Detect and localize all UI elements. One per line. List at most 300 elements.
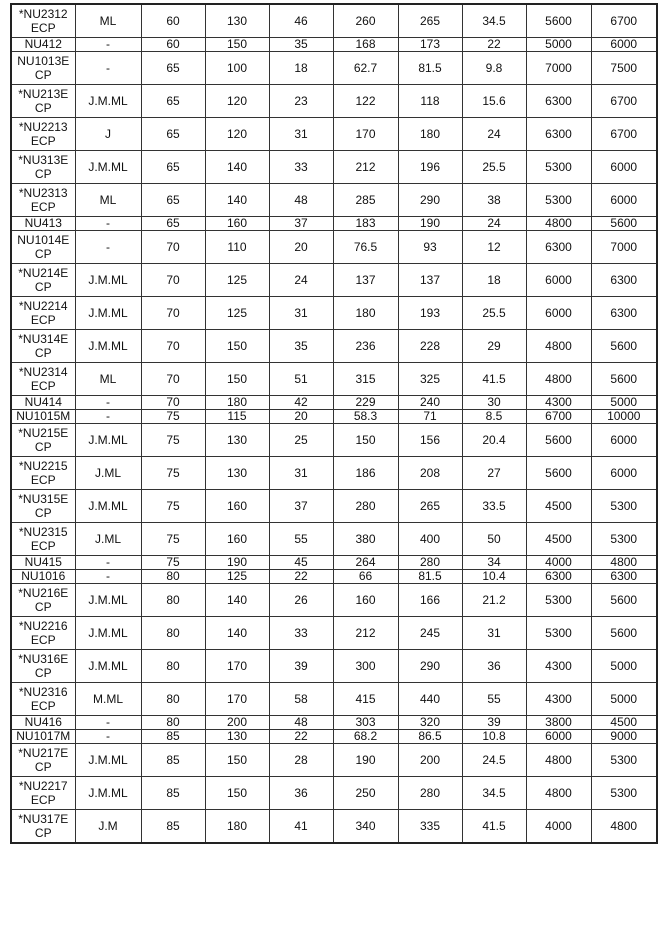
outer-diameter-cell: 140 xyxy=(205,617,269,650)
table-row xyxy=(11,264,657,297)
grease-speed-cell: 6300 xyxy=(526,118,591,151)
fatigue-load-cell: 39 xyxy=(462,716,526,730)
outer-diameter-cell: 150 xyxy=(205,363,269,396)
model-label: *NU2316 ECP xyxy=(18,685,68,713)
bore-diameter-cell: 60 xyxy=(141,4,205,38)
oil-speed-cell: 6300 xyxy=(591,570,657,584)
model-cell xyxy=(11,650,75,683)
model-cell xyxy=(11,617,75,650)
bore-diameter-cell: 65 xyxy=(141,52,205,85)
model-cell xyxy=(11,584,75,617)
dynamic-load-cell: 58.3 xyxy=(333,410,398,424)
oil-speed-cell: 6700 xyxy=(591,118,657,151)
static-load-cell: 173 xyxy=(398,38,462,52)
outer-diameter-cell: 170 xyxy=(205,683,269,716)
table-row xyxy=(11,716,657,730)
model-label: *NU215E CP xyxy=(18,426,69,454)
model-cell xyxy=(11,424,75,457)
fatigue-load-cell: 9.8 xyxy=(462,52,526,85)
static-load-cell: 81.5 xyxy=(398,570,462,584)
grease-speed-cell: 4300 xyxy=(526,650,591,683)
cage-type-cell: J.M.ML xyxy=(75,617,141,650)
model-cell xyxy=(11,777,75,810)
model-label: *NU315E CP xyxy=(18,492,69,520)
dynamic-load-cell: 285 xyxy=(333,184,398,217)
grease-speed-cell: 5000 xyxy=(526,38,591,52)
width-cell: 55 xyxy=(269,523,333,556)
dynamic-load-cell: 190 xyxy=(333,744,398,777)
table-row xyxy=(11,490,657,523)
static-load-cell: 93 xyxy=(398,231,462,264)
cage-type-cell: M.ML xyxy=(75,683,141,716)
outer-diameter-cell: 170 xyxy=(205,650,269,683)
bearing-spec-sheet xyxy=(10,3,656,844)
width-cell: 22 xyxy=(269,570,333,584)
fatigue-load-cell: 34.5 xyxy=(462,4,526,38)
dynamic-load-cell: 229 xyxy=(333,396,398,410)
grease-speed-cell: 4300 xyxy=(526,396,591,410)
outer-diameter-cell: 150 xyxy=(205,777,269,810)
outer-diameter-cell: 125 xyxy=(205,570,269,584)
model-cell xyxy=(11,744,75,777)
static-load-cell: 166 xyxy=(398,584,462,617)
dynamic-load-cell: 260 xyxy=(333,4,398,38)
fatigue-load-cell: 30 xyxy=(462,396,526,410)
bore-diameter-cell: 70 xyxy=(141,264,205,297)
dynamic-load-cell: 250 xyxy=(333,777,398,810)
cage-type-cell: - xyxy=(75,52,141,85)
fatigue-load-cell: 41.5 xyxy=(462,363,526,396)
outer-diameter-cell: 160 xyxy=(205,523,269,556)
oil-speed-cell: 4800 xyxy=(591,810,657,844)
table-row xyxy=(11,556,657,570)
outer-diameter-cell: 130 xyxy=(205,424,269,457)
width-cell: 20 xyxy=(269,231,333,264)
bore-diameter-cell: 80 xyxy=(141,584,205,617)
dynamic-load-cell: 180 xyxy=(333,297,398,330)
oil-speed-cell: 6000 xyxy=(591,457,657,490)
model-cell xyxy=(11,184,75,217)
model-label: *NU2215 ECP xyxy=(18,459,68,487)
grease-speed-cell: 5300 xyxy=(526,617,591,650)
fatigue-load-cell: 10.8 xyxy=(462,730,526,744)
bore-diameter-cell: 65 xyxy=(141,217,205,231)
static-load-cell: 265 xyxy=(398,490,462,523)
width-cell: 37 xyxy=(269,217,333,231)
static-load-cell: 208 xyxy=(398,457,462,490)
model-cell xyxy=(11,38,75,52)
fatigue-load-cell: 12 xyxy=(462,231,526,264)
fatigue-load-cell: 10.4 xyxy=(462,570,526,584)
static-load-cell: 240 xyxy=(398,396,462,410)
model-label: *NU316E CP xyxy=(18,652,69,680)
width-cell: 33 xyxy=(269,617,333,650)
dynamic-load-cell: 68.2 xyxy=(333,730,398,744)
model-cell xyxy=(11,297,75,330)
table-row xyxy=(11,231,657,264)
model-cell xyxy=(11,151,75,184)
model-cell xyxy=(11,4,75,38)
oil-speed-cell: 5000 xyxy=(591,396,657,410)
fatigue-load-cell: 29 xyxy=(462,330,526,363)
static-load-cell: 320 xyxy=(398,716,462,730)
bore-diameter-cell: 85 xyxy=(141,730,205,744)
static-load-cell: 196 xyxy=(398,151,462,184)
dynamic-load-cell: 236 xyxy=(333,330,398,363)
model-label: NU415 xyxy=(24,555,62,569)
dynamic-load-cell: 168 xyxy=(333,38,398,52)
bore-diameter-cell: 70 xyxy=(141,297,205,330)
fatigue-load-cell: 27 xyxy=(462,457,526,490)
table-row xyxy=(11,85,657,118)
outer-diameter-cell: 150 xyxy=(205,38,269,52)
oil-speed-cell: 10000 xyxy=(591,410,657,424)
model-cell xyxy=(11,570,75,584)
static-load-cell: 156 xyxy=(398,424,462,457)
dynamic-load-cell: 186 xyxy=(333,457,398,490)
dynamic-load-cell: 62.7 xyxy=(333,52,398,85)
static-load-cell: 228 xyxy=(398,330,462,363)
fatigue-load-cell: 55 xyxy=(462,683,526,716)
bore-diameter-cell: 80 xyxy=(141,716,205,730)
table-row xyxy=(11,744,657,777)
bore-diameter-cell: 75 xyxy=(141,424,205,457)
fatigue-load-cell: 18 xyxy=(462,264,526,297)
model-label: NU1014E CP xyxy=(17,233,70,261)
static-load-cell: 400 xyxy=(398,523,462,556)
dynamic-load-cell: 380 xyxy=(333,523,398,556)
oil-speed-cell: 6000 xyxy=(591,424,657,457)
grease-speed-cell: 5300 xyxy=(526,584,591,617)
width-cell: 26 xyxy=(269,584,333,617)
fatigue-load-cell: 33.5 xyxy=(462,490,526,523)
outer-diameter-cell: 180 xyxy=(205,396,269,410)
model-label: *NU2216 ECP xyxy=(18,619,68,647)
grease-speed-cell: 5600 xyxy=(526,4,591,38)
cage-type-cell: - xyxy=(75,716,141,730)
grease-speed-cell: 4800 xyxy=(526,330,591,363)
width-cell: 25 xyxy=(269,424,333,457)
dynamic-load-cell: 76.5 xyxy=(333,231,398,264)
model-cell xyxy=(11,716,75,730)
cage-type-cell: ML xyxy=(75,363,141,396)
table-row xyxy=(11,523,657,556)
bore-diameter-cell: 75 xyxy=(141,523,205,556)
static-load-cell: 325 xyxy=(398,363,462,396)
grease-speed-cell: 4000 xyxy=(526,810,591,844)
table-row xyxy=(11,363,657,396)
fatigue-load-cell: 20.4 xyxy=(462,424,526,457)
outer-diameter-cell: 150 xyxy=(205,744,269,777)
model-cell xyxy=(11,330,75,363)
model-cell xyxy=(11,217,75,231)
table-row xyxy=(11,118,657,151)
fatigue-load-cell: 21.2 xyxy=(462,584,526,617)
grease-speed-cell: 5600 xyxy=(526,424,591,457)
model-label: *NU2313 ECP xyxy=(18,186,68,214)
model-label: NU412 xyxy=(24,37,62,51)
model-label: *NU2213 ECP xyxy=(18,120,68,148)
static-load-cell: 290 xyxy=(398,184,462,217)
width-cell: 35 xyxy=(269,38,333,52)
static-load-cell: 118 xyxy=(398,85,462,118)
static-load-cell: 86.5 xyxy=(398,730,462,744)
table-row xyxy=(11,810,657,844)
bore-diameter-cell: 70 xyxy=(141,396,205,410)
static-load-cell: 335 xyxy=(398,810,462,844)
grease-speed-cell: 4300 xyxy=(526,683,591,716)
width-cell: 28 xyxy=(269,744,333,777)
model-label: *NU214E CP xyxy=(18,266,69,294)
oil-speed-cell: 5600 xyxy=(591,617,657,650)
static-load-cell: 200 xyxy=(398,744,462,777)
table-row xyxy=(11,777,657,810)
fatigue-load-cell: 50 xyxy=(462,523,526,556)
model-cell xyxy=(11,556,75,570)
table-row xyxy=(11,52,657,85)
oil-speed-cell: 7000 xyxy=(591,231,657,264)
table-row xyxy=(11,38,657,52)
fatigue-load-cell: 15.6 xyxy=(462,85,526,118)
cage-type-cell: J.M.ML xyxy=(75,297,141,330)
cage-type-cell: - xyxy=(75,38,141,52)
bore-diameter-cell: 65 xyxy=(141,118,205,151)
model-cell xyxy=(11,264,75,297)
cage-type-cell: - xyxy=(75,231,141,264)
grease-speed-cell: 5300 xyxy=(526,184,591,217)
cage-type-cell: ML xyxy=(75,4,141,38)
model-label: NU414 xyxy=(24,395,62,409)
grease-speed-cell: 5300 xyxy=(526,151,591,184)
oil-speed-cell: 5600 xyxy=(591,217,657,231)
width-cell: 31 xyxy=(269,297,333,330)
model-label: *NU2312 ECP xyxy=(18,7,68,35)
outer-diameter-cell: 160 xyxy=(205,217,269,231)
dynamic-load-cell: 315 xyxy=(333,363,398,396)
static-load-cell: 245 xyxy=(398,617,462,650)
static-load-cell: 81.5 xyxy=(398,52,462,85)
model-cell xyxy=(11,85,75,118)
width-cell: 18 xyxy=(269,52,333,85)
grease-speed-cell: 3800 xyxy=(526,716,591,730)
bore-diameter-cell: 80 xyxy=(141,650,205,683)
width-cell: 39 xyxy=(269,650,333,683)
width-cell: 24 xyxy=(269,264,333,297)
oil-speed-cell: 6700 xyxy=(591,4,657,38)
fatigue-load-cell: 22 xyxy=(462,38,526,52)
table-row xyxy=(11,730,657,744)
bore-diameter-cell: 75 xyxy=(141,490,205,523)
outer-diameter-cell: 130 xyxy=(205,730,269,744)
outer-diameter-cell: 190 xyxy=(205,556,269,570)
width-cell: 58 xyxy=(269,683,333,716)
fatigue-load-cell: 8.5 xyxy=(462,410,526,424)
cage-type-cell: J.M.ML xyxy=(75,85,141,118)
cage-type-cell: - xyxy=(75,730,141,744)
grease-speed-cell: 6000 xyxy=(526,730,591,744)
dynamic-load-cell: 280 xyxy=(333,490,398,523)
model-cell xyxy=(11,490,75,523)
model-label: NU1016 xyxy=(21,569,66,583)
model-cell xyxy=(11,730,75,744)
table-row xyxy=(11,650,657,683)
model-cell xyxy=(11,396,75,410)
model-label: *NU2315 ECP xyxy=(18,525,68,553)
model-cell xyxy=(11,457,75,490)
oil-speed-cell: 6000 xyxy=(591,184,657,217)
dynamic-load-cell: 170 xyxy=(333,118,398,151)
width-cell: 31 xyxy=(269,457,333,490)
width-cell: 35 xyxy=(269,330,333,363)
outer-diameter-cell: 110 xyxy=(205,231,269,264)
cage-type-cell: J.M.ML xyxy=(75,264,141,297)
model-cell xyxy=(11,52,75,85)
fatigue-load-cell: 34 xyxy=(462,556,526,570)
model-cell xyxy=(11,683,75,716)
width-cell: 22 xyxy=(269,730,333,744)
static-load-cell: 71 xyxy=(398,410,462,424)
oil-speed-cell: 5600 xyxy=(591,363,657,396)
dynamic-load-cell: 264 xyxy=(333,556,398,570)
table-row xyxy=(11,184,657,217)
outer-diameter-cell: 160 xyxy=(205,490,269,523)
outer-diameter-cell: 115 xyxy=(205,410,269,424)
model-cell xyxy=(11,410,75,424)
table-row xyxy=(11,217,657,231)
fatigue-load-cell: 31 xyxy=(462,617,526,650)
cage-type-cell: J.M xyxy=(75,810,141,844)
width-cell: 45 xyxy=(269,556,333,570)
static-load-cell: 265 xyxy=(398,4,462,38)
cage-type-cell: J.ML xyxy=(75,457,141,490)
dynamic-load-cell: 303 xyxy=(333,716,398,730)
bore-diameter-cell: 85 xyxy=(141,777,205,810)
static-load-cell: 190 xyxy=(398,217,462,231)
cage-type-cell: J.M.ML xyxy=(75,744,141,777)
grease-speed-cell: 6000 xyxy=(526,264,591,297)
oil-speed-cell: 6700 xyxy=(591,85,657,118)
outer-diameter-cell: 130 xyxy=(205,4,269,38)
dynamic-load-cell: 160 xyxy=(333,584,398,617)
static-load-cell: 440 xyxy=(398,683,462,716)
fatigue-load-cell: 24 xyxy=(462,118,526,151)
model-cell xyxy=(11,810,75,844)
model-label: *NU213E CP xyxy=(18,87,69,115)
static-load-cell: 280 xyxy=(398,777,462,810)
outer-diameter-cell: 125 xyxy=(205,264,269,297)
static-load-cell: 193 xyxy=(398,297,462,330)
model-label: NU1015M xyxy=(16,409,71,423)
cage-type-cell: J.M.ML xyxy=(75,424,141,457)
model-label: *NU217E CP xyxy=(18,746,69,774)
outer-diameter-cell: 130 xyxy=(205,457,269,490)
cage-type-cell: ML xyxy=(75,184,141,217)
bore-diameter-cell: 65 xyxy=(141,85,205,118)
model-label: *NU314E CP xyxy=(18,332,69,360)
bore-diameter-cell: 80 xyxy=(141,617,205,650)
width-cell: 51 xyxy=(269,363,333,396)
grease-speed-cell: 6300 xyxy=(526,231,591,264)
bore-diameter-cell: 75 xyxy=(141,556,205,570)
model-cell xyxy=(11,231,75,264)
static-load-cell: 290 xyxy=(398,650,462,683)
oil-speed-cell: 6300 xyxy=(591,297,657,330)
static-load-cell: 280 xyxy=(398,556,462,570)
oil-speed-cell: 6000 xyxy=(591,38,657,52)
outer-diameter-cell: 150 xyxy=(205,330,269,363)
width-cell: 36 xyxy=(269,777,333,810)
dynamic-load-cell: 137 xyxy=(333,264,398,297)
table-body xyxy=(11,4,657,843)
table-row xyxy=(11,4,657,38)
cage-type-cell: J.ML xyxy=(75,523,141,556)
bore-diameter-cell: 75 xyxy=(141,457,205,490)
cage-type-cell: J.M.ML xyxy=(75,330,141,363)
table-row xyxy=(11,424,657,457)
grease-speed-cell: 6300 xyxy=(526,570,591,584)
oil-speed-cell: 6000 xyxy=(591,151,657,184)
table-row xyxy=(11,396,657,410)
bearing-spec-table xyxy=(10,3,658,844)
width-cell: 42 xyxy=(269,396,333,410)
oil-speed-cell: 5600 xyxy=(591,330,657,363)
table-row xyxy=(11,584,657,617)
grease-speed-cell: 4800 xyxy=(526,363,591,396)
dynamic-load-cell: 300 xyxy=(333,650,398,683)
grease-speed-cell: 7000 xyxy=(526,52,591,85)
model-label: *NU2214 ECP xyxy=(18,299,68,327)
model-label: NU416 xyxy=(24,715,62,729)
fatigue-load-cell: 25.5 xyxy=(462,297,526,330)
outer-diameter-cell: 200 xyxy=(205,716,269,730)
fatigue-load-cell: 25.5 xyxy=(462,151,526,184)
model-label: NU1013E CP xyxy=(17,54,70,82)
cage-type-cell: - xyxy=(75,570,141,584)
model-label: NU413 xyxy=(24,216,62,230)
table-row xyxy=(11,570,657,584)
cage-type-cell: - xyxy=(75,556,141,570)
fatigue-load-cell: 38 xyxy=(462,184,526,217)
fatigue-load-cell: 34.5 xyxy=(462,777,526,810)
width-cell: 23 xyxy=(269,85,333,118)
cage-type-cell: J xyxy=(75,118,141,151)
oil-speed-cell: 5600 xyxy=(591,584,657,617)
dynamic-load-cell: 415 xyxy=(333,683,398,716)
bore-diameter-cell: 70 xyxy=(141,330,205,363)
model-label: NU1017M xyxy=(16,729,71,743)
width-cell: 37 xyxy=(269,490,333,523)
bore-diameter-cell: 80 xyxy=(141,570,205,584)
oil-speed-cell: 6300 xyxy=(591,264,657,297)
fatigue-load-cell: 36 xyxy=(462,650,526,683)
oil-speed-cell: 5000 xyxy=(591,650,657,683)
oil-speed-cell: 4800 xyxy=(591,556,657,570)
cage-type-cell: J.M.ML xyxy=(75,490,141,523)
model-cell xyxy=(11,363,75,396)
outer-diameter-cell: 100 xyxy=(205,52,269,85)
cage-type-cell: - xyxy=(75,217,141,231)
bore-diameter-cell: 75 xyxy=(141,410,205,424)
table-row xyxy=(11,297,657,330)
bore-diameter-cell: 80 xyxy=(141,683,205,716)
dynamic-load-cell: 212 xyxy=(333,617,398,650)
dynamic-load-cell: 183 xyxy=(333,217,398,231)
oil-speed-cell: 5000 xyxy=(591,683,657,716)
bore-diameter-cell: 70 xyxy=(141,363,205,396)
model-label: *NU2217 ECP xyxy=(18,779,68,807)
table-row xyxy=(11,457,657,490)
cage-type-cell: J.M.ML xyxy=(75,584,141,617)
